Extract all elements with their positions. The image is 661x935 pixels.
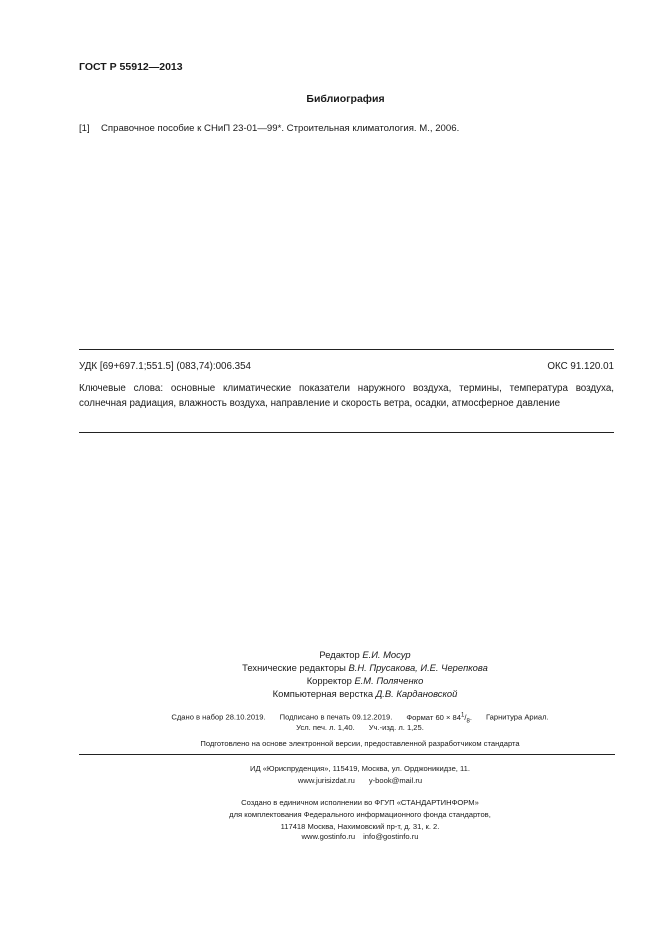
bibliography-item <box>79 123 459 134</box>
keywords: Ключевые слова: основные климатические показатели наружного воздуха, термины, температура воздуха, солнечная радиация, влажность воздуха, направление и скорость ветра, осадки, атмосферное давление <box>79 383 614 409</box>
divider-bottom <box>79 432 614 433</box>
sent-to-set: Сдано в набор 28.10.2019. <box>171 712 266 722</box>
publisher-email: y-book@mail.ru <box>368 776 423 785</box>
producer-address: 117418 Москва, Нахимовский пр-т, д. 31, к. 2. <box>280 822 440 831</box>
producer-line-2: для комплектования Федерального информационного фонда стандартов, <box>229 810 491 819</box>
tech-editors-line <box>150 661 580 674</box>
producer-email: info@gostinfo.ru <box>363 832 419 841</box>
standard-number: ГОСТ Р 55912—2013 <box>79 61 183 73</box>
publisher-site: www.jurisizdat.ru <box>297 776 355 785</box>
reference-text: Справочное пособие к СНиП 23-01—99*. Строительная климатология. М., 2006. <box>101 123 460 134</box>
corrector-line <box>150 674 580 687</box>
print-sheets: Усл. печ. л. 1,40. <box>296 723 355 732</box>
publisher-contacts <box>90 775 630 787</box>
producer-line-1: Создано в единичном исполнении во ФГУП «СТАНДАРТИНФОРМ» <box>241 798 479 807</box>
bibliography-title: Библиография <box>306 93 385 105</box>
layout-line <box>150 687 580 700</box>
format: Формат $60 \times 84^1/_8$. <box>406 712 472 725</box>
oks-code: ОКС 91.120.01 <box>547 361 614 372</box>
editor-line <box>150 648 580 661</box>
divider-top <box>79 349 614 350</box>
typeface: Гарнитура Ариал. <box>485 712 549 722</box>
credits-block <box>150 648 580 700</box>
divider-imprint <box>79 754 615 755</box>
corrector-name: Е.М. Поляченко <box>354 675 424 686</box>
producer-contacts <box>90 831 630 843</box>
reference-number: [1] <box>79 123 90 134</box>
editor-label: Редактор <box>319 649 360 660</box>
publisher-address: ИД «Юриспруденция», 115419, Москва, ул. Орджоникидзе, 11. <box>249 764 471 773</box>
layout-name: Д.В. Кардановской <box>375 688 458 699</box>
tech-editors-label: Технические редакторы <box>242 662 346 673</box>
tech-editors-names: В.Н. Прусакова, И.Е. Черепкова <box>348 662 488 673</box>
udc-code: УДК [69+697.1;551.5] (083,74):006.354 <box>79 361 252 372</box>
editor-name: Е.И. Мосур <box>362 649 411 660</box>
publisher-sheets: Уч.-изд. л. 1,25. <box>368 723 424 732</box>
imprint-line-2 <box>90 722 630 734</box>
layout-label: Компьютерная верстка <box>272 688 374 699</box>
producer-site: www.gostinfo.ru <box>301 832 356 841</box>
signed-to-print: Подписано в печать 09.12.2019. <box>279 712 393 722</box>
corrector-label: Корректор <box>306 675 352 686</box>
prepared-note: Подготовлено на основе электронной версии, предоставленной разработчиком стандарта <box>200 739 520 748</box>
